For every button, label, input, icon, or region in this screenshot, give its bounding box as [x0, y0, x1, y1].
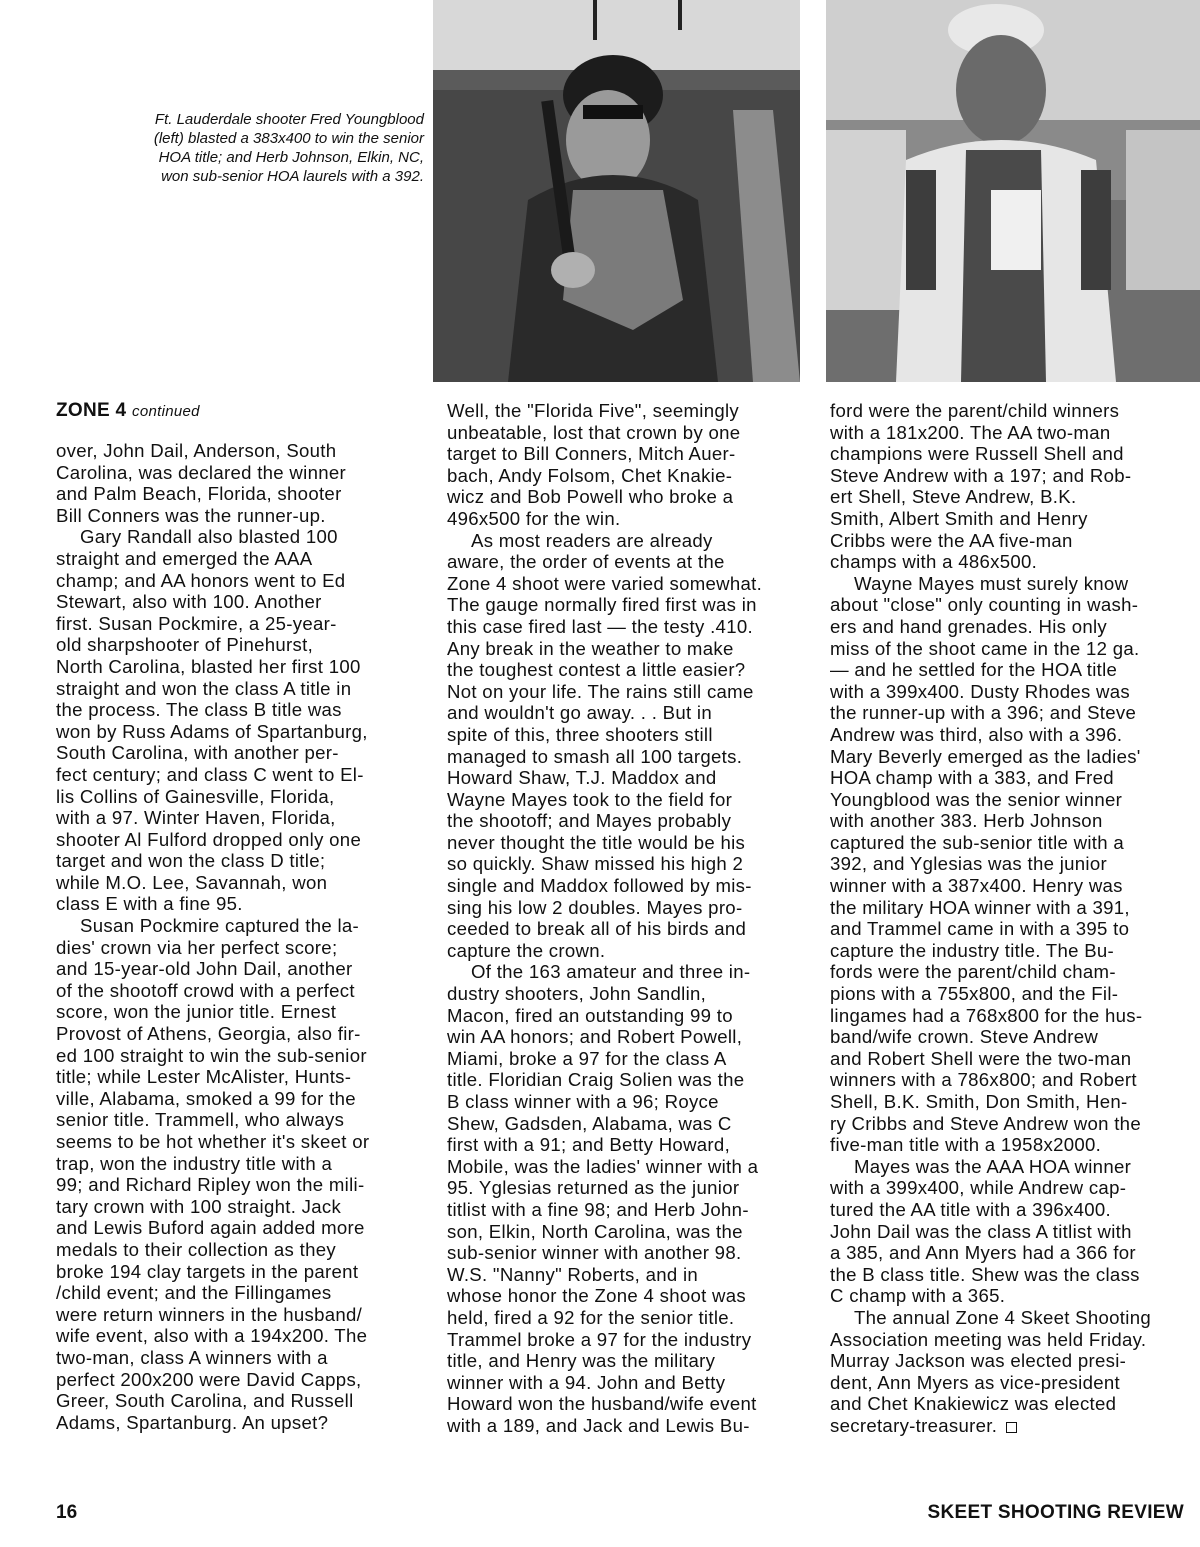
text-line: Andrew was third, also with a 396. — [830, 723, 1123, 745]
text-line: about "close" only counting in wash- — [830, 594, 1139, 616]
text-line: tary crown with 100 straight. Jack — [56, 1195, 342, 1217]
text-line: target to Bill Conners, Mitch Auer- — [447, 443, 736, 465]
text-line: old sharpshooter of Pinehurst, — [56, 634, 314, 656]
text-line: capture the industry title. The Bu- — [830, 939, 1115, 961]
text-line: Carolina, was declared the winner — [56, 461, 346, 483]
text-line: whose honor the Zone 4 shoot was — [447, 1285, 747, 1307]
photo-caption — [40, 110, 424, 186]
text-line: two-man, class A winners with a — [56, 1346, 328, 1368]
text-line: with a 399x400, while Andrew cap- — [830, 1177, 1127, 1199]
text-line: Stewart, also with 100. Another — [56, 591, 322, 613]
text-line: band/wife crown. Steve Andrew — [830, 1026, 1099, 1048]
text-line: Trammel broke a 97 for the industry — [447, 1328, 752, 1350]
text-line: with another 383. Herb Johnson — [830, 810, 1103, 832]
section-title: ZONE 4 — [56, 400, 127, 421]
text-line: sub-senior winner with another 98. — [447, 1242, 742, 1264]
caption-line: (left) blasted a 383x400 to win the senior — [153, 130, 424, 147]
text-line: never thought the title would be his — [447, 831, 746, 853]
text-line: Smith, Albert Smith and Henry — [830, 507, 1088, 529]
text-line: son, Elkin, North Carolina, was the — [447, 1220, 743, 1242]
text-line: winner with a 387x400. Henry was — [830, 875, 1123, 897]
section-heading — [56, 400, 426, 440]
text-line: wicz and Bob Powell who broke a — [447, 486, 734, 508]
article-column-2 — [447, 400, 817, 1437]
text-line: champ; and AA honors went to Ed — [56, 569, 346, 591]
text-line: lingames had a 768x800 for the hus- — [830, 1004, 1143, 1026]
text-line: Well, the "Florida Five", seemingly — [447, 400, 740, 421]
column-text — [56, 440, 426, 1433]
text-line: W.S. "Nanny" Roberts, and in — [447, 1263, 699, 1285]
text-line: dent, Ann Myers as vice-president — [830, 1371, 1120, 1393]
column-text — [447, 400, 817, 1437]
text-line: shooter Al Fulford dropped only one — [56, 828, 362, 850]
text-line: Mobile, was the ladies' winner with a — [447, 1155, 759, 1177]
text-line: this case fired last — the testy .410. — [447, 615, 753, 637]
text-line: ed 100 straight to win the sub-senior — [56, 1044, 367, 1066]
text-line: Gary Randall also blasted 100 — [80, 526, 338, 548]
text-line: tured the AA title with a 396x400. — [830, 1198, 1112, 1220]
text-line: seems to be hot whether it's skeet or — [56, 1131, 370, 1152]
text-line: dies' crown via her perfect score; — [56, 936, 338, 958]
text-line: the B class title. Shew was the class — [830, 1263, 1140, 1285]
text-line: fords were the parent/child cham- — [830, 961, 1116, 983]
text-line: and Robert Shell were the two-man — [830, 1047, 1132, 1069]
text-line: ry Cribbs and Steve Andrew won the — [830, 1112, 1141, 1134]
text-line: Mayes was the AAA HOA winner — [854, 1155, 1132, 1177]
text-line: Provost of Athens, Georgia, also fir- — [56, 1023, 361, 1045]
text-line: 392, and Yglesias was the junior — [830, 853, 1107, 875]
end-mark-icon — [1006, 1422, 1017, 1433]
text-line: fect century; and class C went to El- — [56, 763, 364, 785]
text-line: Mary Beverly emerged as the ladies' — [830, 745, 1141, 767]
text-line: a 385, and Ann Myers had a 366 for — [830, 1242, 1136, 1264]
text-line: champions were Russell Shell and — [830, 443, 1124, 465]
text-line: Association meeting was held Friday. — [830, 1328, 1147, 1350]
text-line: 99; and Richard Ripley won the mili- — [56, 1174, 365, 1196]
text-line: The gauge normally fired first was in — [447, 594, 757, 616]
text-line: ford were the parent/child winners — [830, 400, 1120, 421]
caption-line: Ft. Lauderdale shooter Fred Youngblood — [154, 111, 424, 128]
text-line: the toughest contest a little easier? — [447, 659, 746, 681]
text-line: managed to smash all 100 targets. — [447, 745, 743, 767]
text-line: trap, won the industry title with a — [56, 1152, 333, 1174]
text-line: Any break in the weather to make — [447, 637, 734, 659]
text-line: straight and won the class A title in — [56, 677, 352, 699]
text-line: the process. The class B title was — [56, 699, 342, 721]
section-continued-label: continued — [132, 403, 200, 420]
text-line: with a 181x200. The AA two-man — [830, 421, 1111, 443]
caption-line: won sub-senior HOA laurels with a 392. — [161, 168, 424, 185]
text-line: with a 189, and Jack and Lewis Bu- — [447, 1414, 750, 1436]
text-line: sing his low 2 doubles. Mayes pro- — [447, 896, 743, 918]
text-line: target and won the class D title; — [56, 850, 326, 872]
text-line: Cribbs were the AA five-man — [830, 529, 1073, 551]
text-line: and Chet Knakiewicz was elected — [830, 1393, 1117, 1415]
text-line: over, John Dail, Anderson, South — [56, 440, 337, 461]
text-line: As most readers are already — [471, 529, 713, 551]
text-line: Steve Andrew with a 197; and Rob- — [830, 464, 1132, 486]
text-line: Wayne Mayes must surely know — [854, 572, 1129, 594]
text-line: first with a 91; and Betty Howard, — [447, 1134, 731, 1156]
text-line: North Carolina, blasted her first 100 — [56, 655, 361, 677]
text-line: John Dail was the class A titlist with — [830, 1220, 1132, 1242]
text-line: so quickly. Shaw missed his high 2 — [447, 853, 744, 875]
text-line: of the shootoff crowd with a perfect — [56, 979, 355, 1001]
text-line: lis Collins of Gainesville, Florida, — [56, 785, 335, 807]
text-line: class E with a fine 95. — [56, 893, 243, 915]
text-line: the military HOA winner with a 391, — [830, 896, 1130, 918]
text-line: Susan Pockmire captured the la- — [80, 915, 360, 937]
text-line: title; while Lester McAlister, Hunts- — [56, 1066, 352, 1088]
text-line: with a 97. Winter Haven, Florida, — [56, 807, 336, 829]
text-line: 496x500 for the win. — [447, 507, 621, 529]
text-line: winners with a 786x800; and Robert — [830, 1069, 1137, 1091]
text-line: champs with a 486x500. — [830, 551, 1038, 573]
running-title: SKEET SHOOTING REVIEW — [927, 1502, 1184, 1523]
text-line: winner with a 94. John and Betty — [447, 1371, 726, 1393]
text-line: with a 399x400. Dusty Rhodes was — [830, 680, 1131, 702]
text-line: unbeatable, lost that crown by one — [447, 421, 741, 443]
text-line: ert Shell, Steve Andrew, B.K. — [830, 486, 1077, 508]
text-line: bach, Andy Folsom, Chet Knakie- — [447, 464, 733, 486]
text-line: Howard won the husband/wife event — [447, 1393, 757, 1415]
text-line: 95. Yglesias returned as the junior — [447, 1177, 740, 1199]
text-line: The annual Zone 4 Skeet Shooting — [854, 1306, 1151, 1328]
text-line: Adams, Spartanburg. An upset? — [56, 1411, 329, 1433]
text-line: first. Susan Pockmire, a 25-year- — [56, 612, 337, 634]
text-line: win AA honors; and Robert Powell, — [447, 1026, 743, 1048]
text-line: spite of this, three shooters still — [447, 723, 713, 745]
text-line: the runner-up with a 396; and Steve — [830, 702, 1137, 724]
text-line: medals to their collection as they — [56, 1238, 336, 1260]
text-line: and Trammel came in with a 395 to — [830, 918, 1130, 940]
text-line: and 15-year-old John Dail, another — [56, 958, 353, 980]
text-line: while M.O. Lee, Savannah, won — [56, 871, 328, 893]
text-line: ers and hand grenades. His only — [830, 615, 1108, 637]
text-line: dustry shooters, John Sandlin, — [447, 983, 707, 1005]
text-line: Macon, fired an outstanding 99 to — [447, 1004, 733, 1026]
page-number: 16 — [56, 1502, 78, 1523]
text-line: held, fired a 92 for the senior title. — [447, 1306, 735, 1328]
text-line: five-man title with a 1958x2000. — [830, 1134, 1102, 1156]
text-line: HOA champ with a 383, and Fred — [830, 767, 1114, 789]
text-line: and wouldn't go away. . . But in — [447, 702, 713, 724]
text-line: capture the crown. — [447, 939, 606, 961]
text-line: — and he settled for the HOA title — [830, 659, 1118, 681]
text-line: South Carolina, with another per- — [56, 742, 339, 764]
text-line: Shell, B.K. Smith, Don Smith, Hen- — [830, 1091, 1128, 1112]
text-line: Youngblood was the senior winner — [830, 788, 1123, 810]
text-line: the shootoff; and Mayes probably — [447, 810, 732, 832]
text-line: Wayne Mayes took to the field for — [447, 788, 733, 810]
column-text — [830, 400, 1190, 1437]
text-line: Bill Conners was the runner-up. — [56, 504, 326, 526]
text-line: and Palm Beach, Florida, shooter — [56, 483, 342, 505]
article-column-3 — [830, 400, 1190, 1437]
text-line: wife event, also with a 194x200. The — [56, 1325, 368, 1347]
text-line: Greer, South Carolina, and Russell — [56, 1390, 354, 1412]
text-line: title, and Henry was the military — [447, 1350, 716, 1372]
text-line: pions with a 755x800, and the Fil- — [830, 983, 1119, 1005]
text-line: Miami, broke a 97 for the class A — [447, 1047, 727, 1069]
text-line: ville, Alabama, smoked a 99 for the — [56, 1087, 356, 1109]
text-line: B class winner with a 96; Royce — [447, 1091, 719, 1112]
text-line: secretary-treasurer. — [830, 1415, 1190, 1437]
text-line: miss of the shoot came in the 12 ga. — [830, 637, 1140, 659]
text-line: title. Floridian Craig Solien was the — [447, 1069, 745, 1091]
photo-fred-youngblood — [433, 0, 800, 382]
text-line: perfect 200x200 were David Capps, — [56, 1368, 362, 1390]
text-line: Shew, Gadsden, Alabama, was C — [447, 1112, 732, 1134]
text-line: aware, the order of events at the — [447, 551, 725, 573]
text-line: Howard Shaw, T.J. Maddox and — [447, 767, 717, 789]
caption-line: HOA title; and Herb Johnson, Elkin, NC, — [158, 149, 424, 166]
text-line: single and Maddox followed by mis- — [447, 875, 752, 897]
article-column-1 — [56, 400, 426, 1433]
text-line: C champ with a 365. — [830, 1285, 1006, 1307]
text-line: broke 194 clay targets in the parent — [56, 1260, 359, 1282]
text-line: ceeded to break all of his birds and — [447, 918, 747, 940]
text-line: senior title. Trammell, who always — [56, 1109, 345, 1131]
text-line: score, won the junior title. Ernest — [56, 1001, 337, 1023]
text-line: Not on your life. The rains still came — [447, 680, 754, 702]
text-line: straight and emerged the AAA — [56, 547, 313, 569]
text-line: titlist with a fine 98; and Herb John- — [447, 1198, 749, 1220]
text-line: Murray Jackson was elected presi- — [830, 1350, 1127, 1372]
photo-herb-johnson — [826, 0, 1200, 382]
text-line: captured the sub-senior title with a — [830, 831, 1124, 853]
text-line: /child event; and the Fillingames — [56, 1282, 332, 1304]
text-line: won by Russ Adams of Spartanburg, — [56, 720, 368, 742]
text-line: were return winners in the husband/ — [56, 1303, 363, 1325]
text-line: Of the 163 amateur and three in- — [471, 961, 751, 983]
text-line: and Lewis Buford again added more — [56, 1217, 365, 1239]
text-line: Zone 4 shoot were varied somewhat. — [447, 572, 763, 594]
